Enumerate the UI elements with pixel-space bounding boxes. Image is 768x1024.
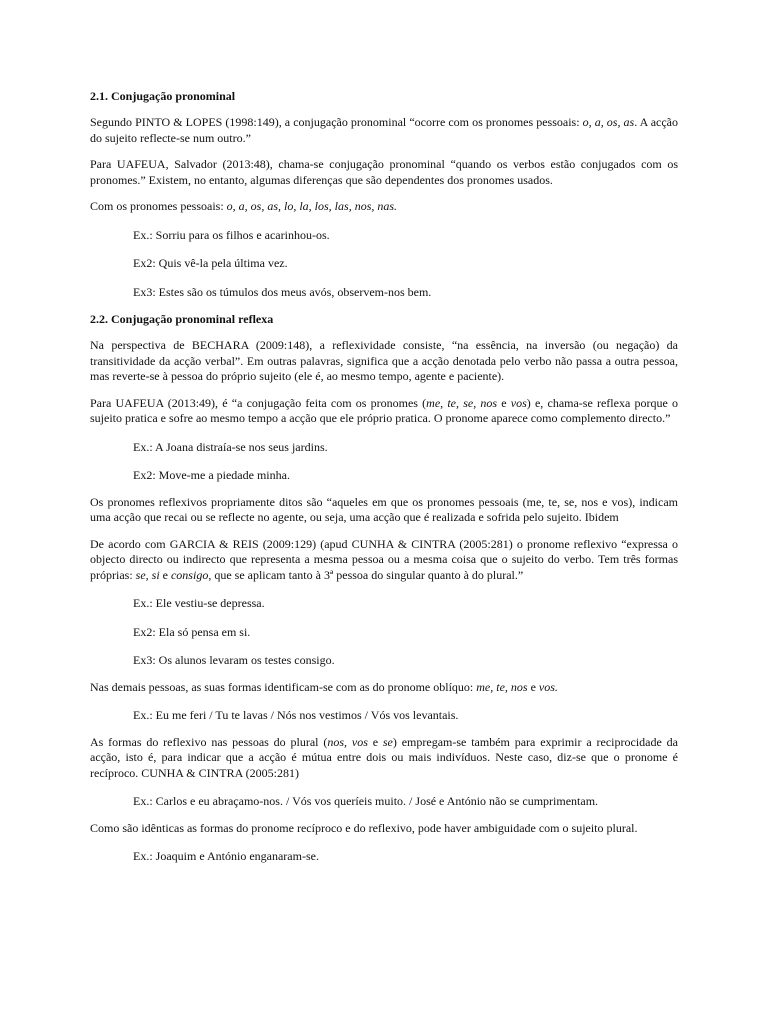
example-line: Ex.: Carlos e eu abraçamo-nos. / Vós vos queríeis muito. / José e António não se cumprimentam. [133,794,599,808]
text: . A acção do sujeito reflecte-se num outro.” [90,115,678,145]
italic-text: se, si [135,567,160,582]
text: ) empregam-se também para exprimir a reciprocidade da acção, isto é, para indicar que a acção é mútua entre dois ou mais indivíduos. Neste caso, diz-se que o pronome é recíproco. CUNHA & CINTRA (2005:281) [90,734,678,780]
italic-text: o, a, os, as, lo, la, los, las, nos, nas. [226,199,398,213]
paragraph [90,680,678,696]
example-line: Ex2: Move-me a piedade minha. [133,468,290,482]
italic-text: se [382,734,393,749]
text: , que se aplicam tanto à 3ª pessoa do singular quanto à do plural.” [208,567,524,582]
example-line: Ex.: Joaquim e António enganaram-se. [133,849,319,863]
italic-text: me, te, se, nos [426,395,498,410]
text: e [367,734,383,749]
paragraph [90,199,678,215]
text: e [497,395,511,410]
paragraph [90,537,678,584]
paragraph: Como são idênticas as formas do pronome recíproco e do reflexivo, pode haver ambiguidade com o sujeito plural. [90,820,638,835]
text: ) e, chama-se reflexa porque o sujeito pratica e sofre ao mesmo tempo a acção que ele próprio pratica. O pronome aparece como complemento directo.” [90,395,678,425]
example-line: Ex2: Quis vê-la pela última vez. [133,256,288,270]
paragraph: Para UAFEUA, Salvador (2013:48), chama-se conjugação pronominal “quando os verbos estão conjugados com os pronomes.” Existem, no entanto, algumas diferenças que são dependentes dos pronomes usados. [90,157,678,187]
example-line: Ex.: Ele vestiu-se depressa. [133,596,265,610]
text: As formas do reflexivo nas pessoas do plural ( [90,734,328,749]
italic-text: consigo [170,567,209,582]
text: De acordo com GARCIA & REIS (2009:129) (apud CUNHA & CINTRA (2005:281) o pronome reflexivo “expressa o objecto directo ou indirecto que representa a mesma pessoa ou a mesma coisa que o sujeito do verbo. Tem três formas próprias: [90,536,678,582]
example-line: Ex3: Os alunos levaram os testes consigo. [133,653,335,667]
paragraph: Os pronomes reflexivos propriamente ditos são “aqueles em que os pronomes pessoais (me, te, se, nos e vos), indicam uma acção que recai ou se reflecte no agente, ou seja, uma acção que é realizada e sofrida pelo sujeito. Ibidem [90,494,678,524]
paragraph [90,396,678,427]
text: Para UAFEUA (2013:49), é “a conjugação feita com os pronomes ( [90,395,427,410]
paragraph [90,115,678,146]
example-line: Ex.: A Joana distraía-se nos seus jardins. [133,439,328,454]
italic-text: me, te, nos [476,679,528,694]
section-heading-conjugacao-pronominal-reflexa: 2.2. Conjugação pronominal reflexa [90,312,274,326]
paragraph [90,735,678,782]
text: e [527,679,539,694]
example-line: Ex.: Eu me feri / Tu te lavas / Nós nos vestimos / Vós vos levantais. [133,708,459,722]
section-heading-conjugacao-pronominal: 2.1. Conjugação pronominal [90,89,236,103]
italic-text: vos. [538,679,558,694]
italic-text: vos [510,395,527,410]
text: Nas demais pessoas, as suas formas identificam-se com as do pronome oblíquo: [90,679,477,694]
text: e [159,567,171,582]
example-line: Ex3: Estes são os túmulos dos meus avós, observem-nos bem. [133,284,432,299]
paragraph: Na perspectiva de BECHARA (2009:148), a reflexividade consiste, “na essência, na inversão (ou negação) da transitividade da acção verbal”. Em outras palavras, significa que a acção denotada pelo verbo não passa a outra pessoa, mas reverte-se à pessoa do próprio sujeito (ele é, ao mesmo tempo, agente e paciente). [90,338,678,383]
example-line: Ex2: Ela só pensa em si. [133,624,251,639]
italic-text: nos, vos [327,734,368,749]
example-line: Ex.: Sorriu para os filhos e acarinhou-os. [133,227,330,242]
document-page [90,88,678,878]
text: Com os pronomes pessoais: [90,199,227,213]
text: Segundo PINTO & LOPES (1998:149), a conjugação pronominal “ocorre com os pronomes pessoais: [90,115,583,129]
italic-text: o, a, os, as [582,115,635,129]
